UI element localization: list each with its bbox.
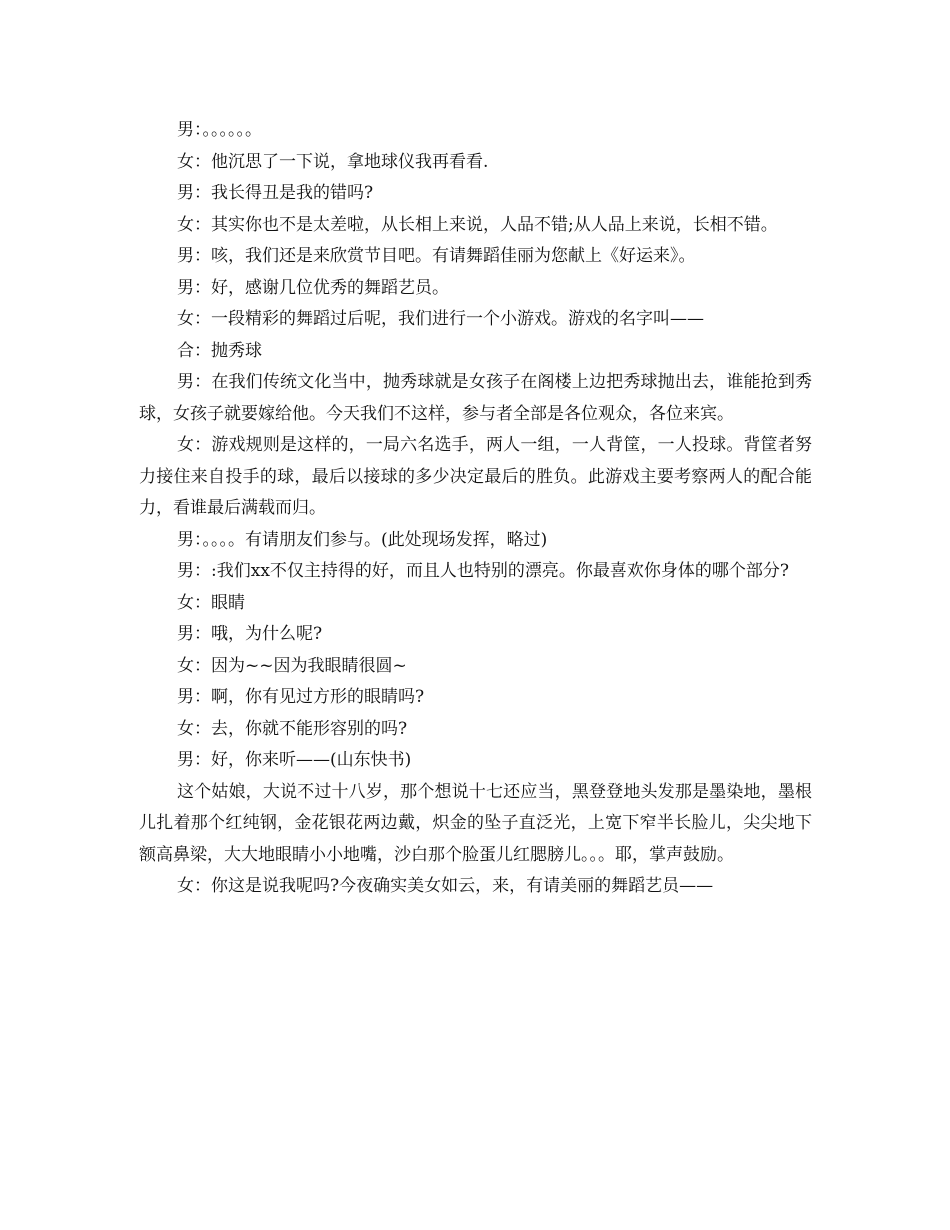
paragraph-12: 男：:我们xx不仅主持得的好，而且人也特别的漂亮。你最喜欢你身体的哪个部分? bbox=[177, 561, 790, 581]
paragraph-5: 男：咳，我们还是来欣赏节目吧。有请舞蹈佳丽为您献上《好运来》。 bbox=[177, 246, 696, 266]
paragraph-11: 男：。。。。有请朋友们参与。(此处现场发挥，略过) bbox=[177, 529, 548, 550]
paragraph-2: 女：他沉思了一下说，拿地球仪我再看看. bbox=[177, 151, 489, 172]
paragraph-6: 男：好，感谢几位优秀的舞蹈艺员。 bbox=[177, 277, 449, 298]
paragraph-4: 女：其实你也不是太差啦，从长相上来说，人品不错;从人品上来说，长相不错。 bbox=[177, 214, 778, 235]
paragraph-10: 女：游戏规则是这样的，一局六名选手，两人一组，一人背筐，一人投球。背筐者努力接住来自投手的球，最后以接球的多少决定最后的胜负。此游戏主要考察两人的配合能力，看谁最后满载而归。 bbox=[139, 435, 812, 518]
paragraph-17: 女：去，你就不能形容别的吗? bbox=[177, 718, 408, 739]
paragraph-14: 男：哦，为什么呢? bbox=[177, 624, 323, 644]
paragraph-3: 男：我长得丑是我的错吗? bbox=[177, 183, 374, 203]
document-body bbox=[139, 115, 812, 903]
paragraph-9: 男：在我们传统文化当中，抛秀球就是女孩子在阁楼上边把秀球抛出去，谁能抢到秀球，女孩子就要嫁给他。今天我们不这样，参与者全部是各位观众，各位来宾。 bbox=[139, 372, 812, 424]
paragraph-7: 女：一段精彩的舞蹈过后呢，我们进行一个小游戏。游戏的名字叫—— bbox=[177, 309, 704, 329]
paragraph-15: 女：因为~~因为我眼睛很圆~ bbox=[177, 655, 407, 676]
paragraph-1: 男：。。。。。。 bbox=[177, 120, 262, 140]
paragraph-20: 女：你这是说我呢吗?今夜确实美女如云，来，有请美丽的舞蹈艺员—— bbox=[177, 876, 714, 896]
paragraph-13: 女：眼睛 bbox=[177, 592, 245, 613]
paragraph-19: 这个姑娘，大说不过十八岁，那个想说十七还应当，黑登登地头发那是墨染地，墨根儿扎着那个红纯钢，金花银花两边戴，炽金的坠子直泛光，上宽下窄半长脸儿，尖尖地下额高鼻梁，大大地眼睛小小地嘴，沙白那个脸蛋儿红腮膀儿。。。耶，掌声鼓励。 bbox=[139, 781, 812, 865]
paragraph-8: 合：抛秀球 bbox=[177, 340, 262, 361]
paragraph-18: 男：好，你来听——(山东快书) bbox=[177, 750, 412, 770]
paragraph-16: 男：啊，你有见过方形的眼睛吗? bbox=[177, 687, 425, 707]
